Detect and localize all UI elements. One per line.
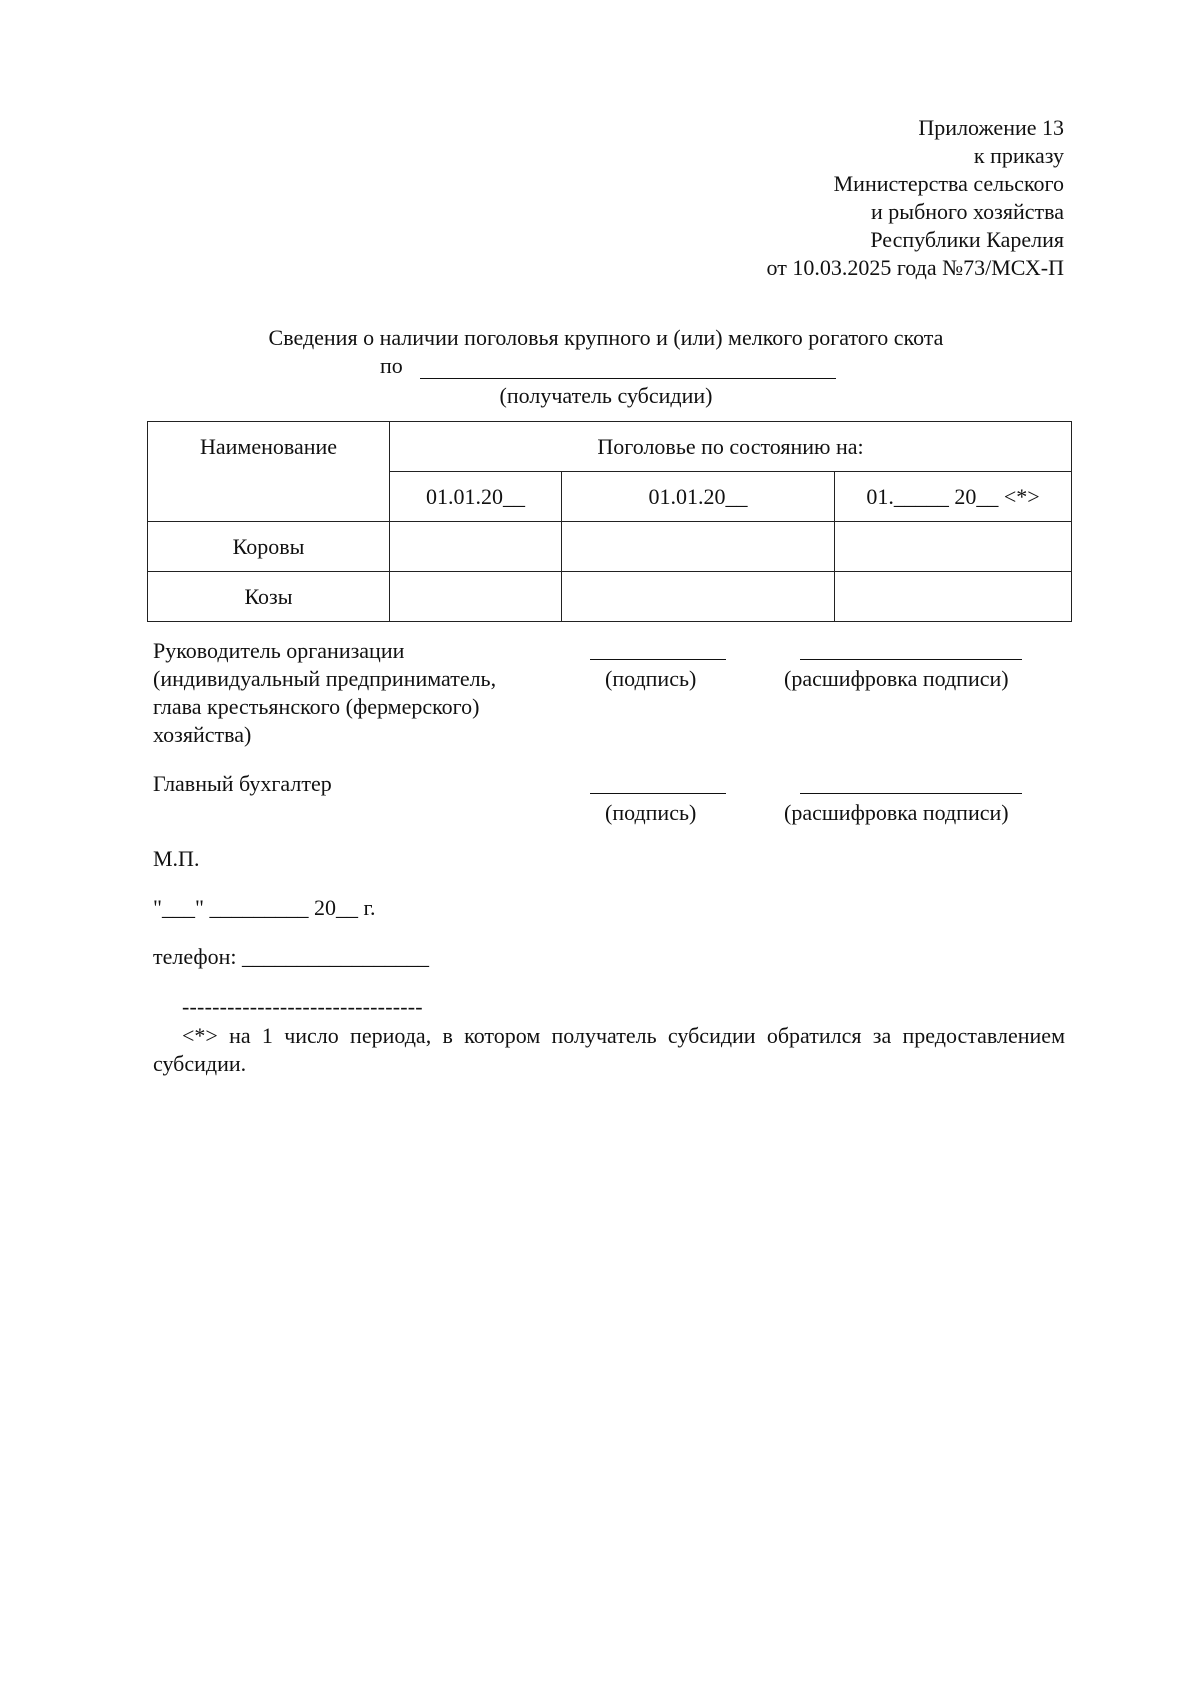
header-line: Приложение 13 <box>918 115 1064 140</box>
header-line: от 10.03.2025 года №73/МСХ-П <box>766 255 1064 280</box>
decoding-caption: (расшифровка подписи) <box>784 666 1009 691</box>
head-signatory-line: Руководитель организации <box>153 638 405 663</box>
date-column-header: 01.01.20__ <box>562 472 835 522</box>
footnote-text: <*> на 1 число периода, в котором получатель субсидии обратился за предоставлением субсидии. <box>153 1023 1065 1076</box>
document-title: Сведения о наличии поголовья крупного и (или) мелкого рогатого скота <box>268 325 944 350</box>
head-signatory-line: хозяйства) <box>153 722 252 747</box>
header-line: Республики Карелия <box>870 227 1064 252</box>
table-cell[interactable] <box>562 572 835 622</box>
signature-caption: (подпись) <box>605 800 697 825</box>
head-decoding-line[interactable] <box>800 659 1022 660</box>
group-column-header: Поголовье по состоянию на: <box>390 422 1072 472</box>
signature-caption: (подпись) <box>605 666 697 691</box>
header-line: и рыбного хозяйства <box>871 199 1064 224</box>
table-row <box>148 522 1072 572</box>
table-header-row <box>148 422 1072 472</box>
table-cell[interactable] <box>835 572 1072 622</box>
row-name: Козы <box>148 572 390 622</box>
table-cell[interactable] <box>390 572 562 622</box>
row-name: Коровы <box>148 522 390 572</box>
head-signatory-line: (индивидуальный предприниматель, <box>153 666 497 691</box>
date-column-header: 01._____ 20__ <*> <box>835 472 1072 522</box>
head-signatory-line: глава крестьянского (фермерского) <box>153 694 480 719</box>
name-column-header: Наименование <box>148 422 390 522</box>
accountant-label: Главный бухгалтер <box>153 771 332 796</box>
table-row <box>148 572 1072 622</box>
phone-field[interactable]: телефон: _________________ <box>153 944 430 969</box>
table-cell[interactable] <box>835 522 1072 572</box>
table-cell[interactable] <box>562 522 835 572</box>
date-field[interactable]: "___" _________ 20__ г. <box>153 895 376 920</box>
accountant-decoding-line[interactable] <box>800 793 1022 794</box>
head-signatory-block <box>153 637 496 749</box>
header-line: Министерства сельского <box>833 171 1064 196</box>
accountant-signature-line[interactable] <box>590 793 726 794</box>
livestock-table <box>147 421 1072 622</box>
document-header <box>767 114 1065 282</box>
footnote-separator: -------------------------------- <box>182 994 423 1019</box>
decoding-caption: (расшифровка подписи) <box>784 800 1009 825</box>
recipient-caption: (получатель субсидии) <box>499 383 713 408</box>
stamp-label: М.П. <box>153 846 200 871</box>
recipient-field-line[interactable] <box>420 378 836 379</box>
header-line: к приказу <box>973 143 1064 168</box>
table-cell[interactable] <box>390 522 562 572</box>
date-column-header: 01.01.20__ <box>390 472 562 522</box>
po-label: по <box>380 353 403 378</box>
head-signature-line[interactable] <box>590 659 726 660</box>
